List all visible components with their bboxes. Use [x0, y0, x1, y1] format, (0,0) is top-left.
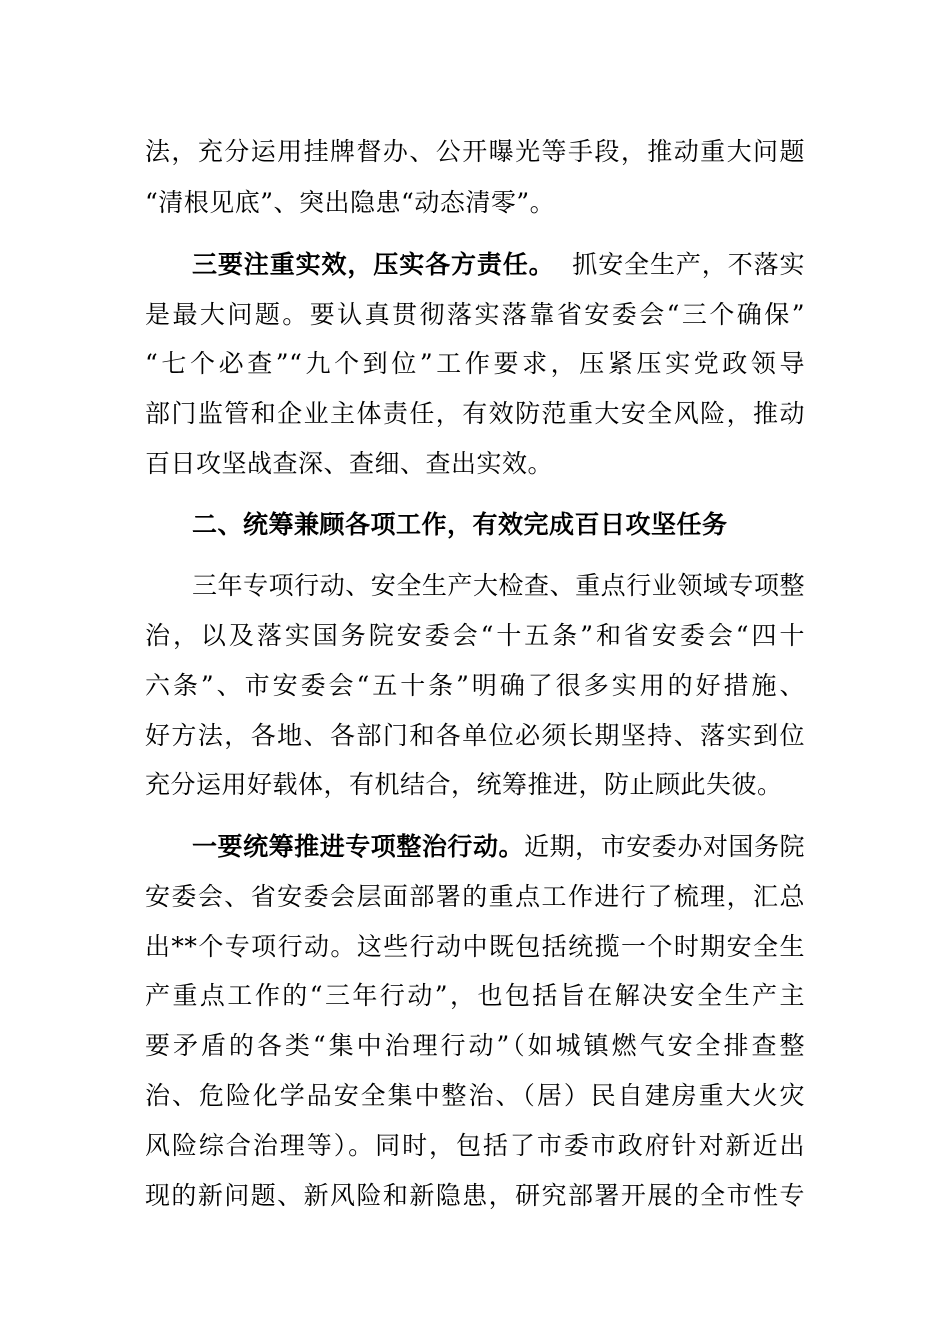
para4-line-7: 风险综合治理等）。同时，包括了市委市政府针对新近出 [145, 1131, 805, 1160]
para2-line-1 [192, 247, 805, 283]
para1-line-1: 法，充分运用挂牌督办、公开曝光等手段，推动重大问题 [145, 137, 805, 166]
para4-heading: 一要统筹推进专项整治行动。 [192, 832, 525, 861]
para2-line-4: 部门监管和企业主体责任，有效防范重大安全风险，推动 [145, 399, 805, 428]
para3-line-3: 六条”、市安委会“五十条”明确了很多实用的好措施、 [145, 671, 805, 700]
para3-line-2: 治，以及落实国务院安委会“十五条”和省安委会“四十 [145, 621, 805, 650]
para2-first-rest: 抓安全生产，不落实 [572, 250, 805, 279]
para3-line-1: 三年专项行动、安全生产大检查、重点行业领域专项整 [192, 571, 805, 600]
para4-line-6: 治、危险化学品安全集中整治、（居）民自建房重大火灾 [145, 1081, 805, 1110]
para2-line-5: 百日攻坚战查深、查细、查出实效。 [145, 449, 554, 478]
para2-line-3: “七个必查”“九个到位”工作要求，压紧压实党政领导 [145, 349, 805, 378]
para4-line-3: 出**个专项行动。这些行动中既包括统揽一个时期安全生 [145, 932, 805, 961]
para1-line-2: “清根见底”、突出隐患“动态清零”。 [145, 188, 556, 217]
para4-line-2: 安委会、省安委会层面部署的重点工作进行了梳理，汇总 [145, 882, 805, 911]
para3-line-5: 充分运用好载体，有机结合，统筹推进，防止顾此失彼。 [145, 770, 783, 799]
para4-line-8: 现的新问题、新风险和新隐患，研究部署开展的全市性专 [145, 1181, 805, 1210]
section-heading: 二、统筹兼顾各项工作，有效完成百日攻坚任务 [192, 510, 728, 539]
para2-line-2: 是最大问题。要认真贯彻落实落靠省安委会“三个确保” [145, 300, 805, 329]
para4-line-4: 产重点工作的“三年行动”，也包括旨在解决安全生产主 [145, 981, 805, 1010]
para4-line-5: 要矛盾的各类“集中治理行动”（如城镇燃气安全排查整 [145, 1031, 805, 1060]
para2-heading: 三要注重实效，压实各方责任。 [192, 250, 555, 279]
para3-line-4: 好方法，各地、各部门和各单位必须长期坚持、落实到位 [145, 721, 805, 750]
para4-first-rest: 近期，市安委办对国务院 [524, 832, 805, 861]
para4-line-1 [192, 829, 805, 865]
